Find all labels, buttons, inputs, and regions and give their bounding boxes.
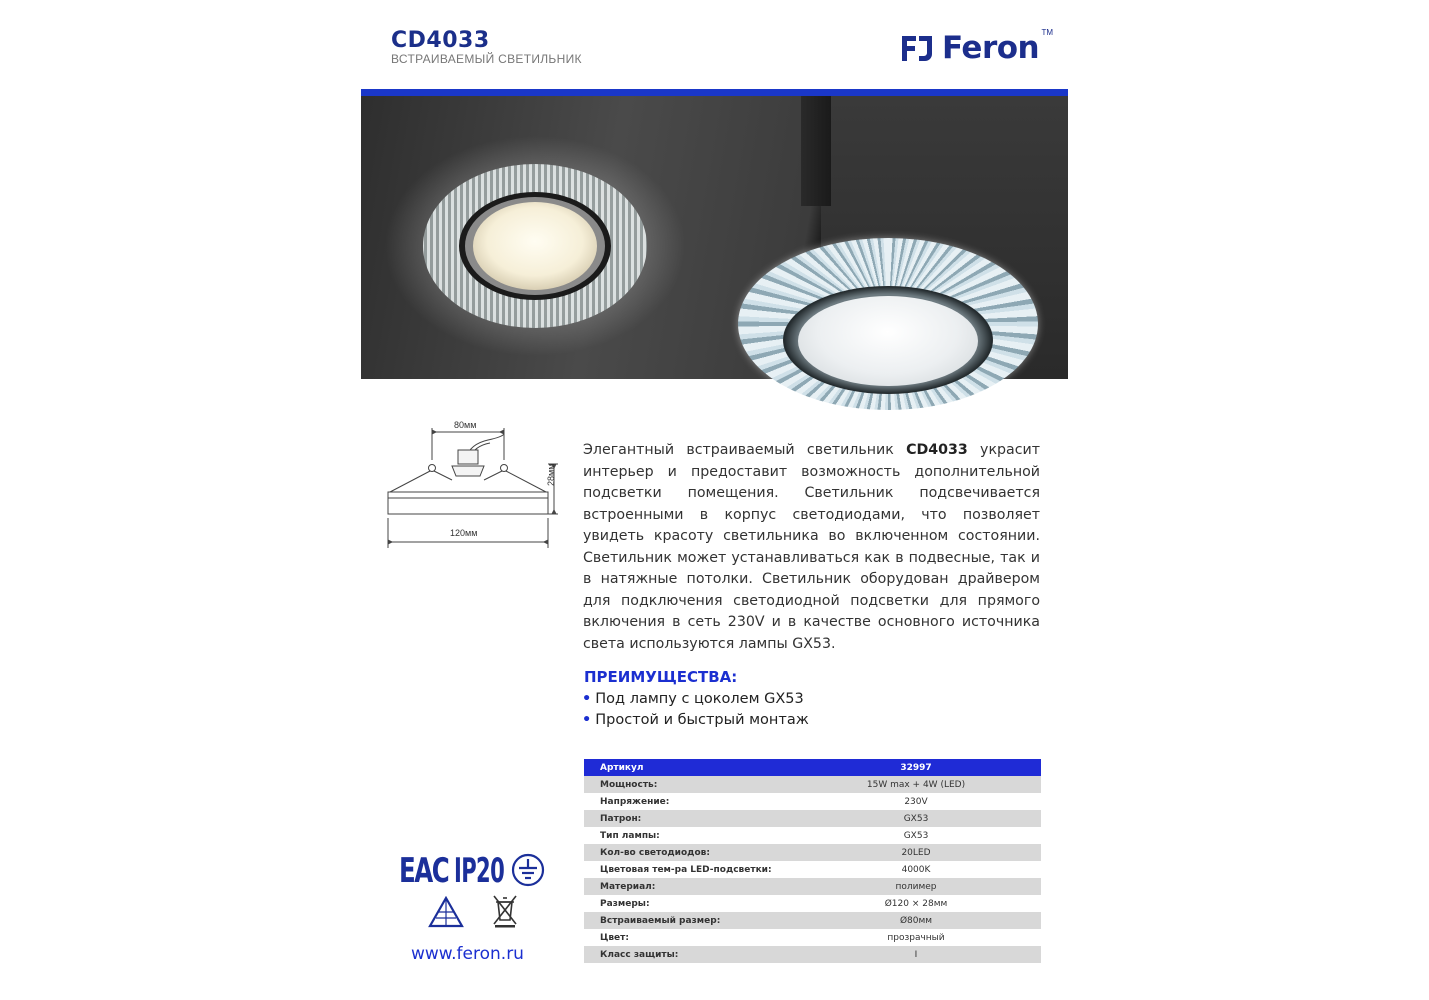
spec-value: GX53 [791,810,1041,827]
table-row [584,810,1041,827]
table-row [584,895,1041,912]
feron-logo [900,28,1054,66]
dim-top-label: 80мм [454,420,477,430]
table-row [584,759,1041,776]
spec-label: Кол-во светодиодов: [584,844,791,861]
table-row [584,827,1041,844]
desc-part-1: Элегантный встраиваемый светильник [583,442,907,458]
table-row [584,912,1041,929]
model-title: CD4033 [391,28,490,53]
bullet-icon: • [582,711,592,728]
table-row [584,844,1041,861]
spec-label: Тип лампы: [584,827,791,844]
spec-label: Цветовая тем-ра LED-подсветки: [584,861,791,878]
product-description [583,440,1040,655]
table-row [584,946,1041,963]
fire-safety-triangle-icon [428,896,464,928]
spec-value: прозрачный [791,929,1041,946]
advantage-text: Простой и быстрый монтаж [595,711,809,728]
spec-value: 15W max + 4W (LED) [791,776,1041,793]
spec-value: 230V [791,793,1041,810]
ground-icon [511,853,545,887]
trademark: TM [1041,28,1054,37]
ip-rating: IP20 [454,851,505,891]
table-row [584,929,1041,946]
spec-value: Ø120 × 28мм [791,895,1041,912]
table-row [584,861,1041,878]
spec-label: Класс защиты: [584,946,791,963]
spec-label: Размеры: [584,895,791,912]
spec-value: полимер [791,878,1041,895]
website-link[interactable]: www.feron.ru [411,944,524,964]
feron-logo-icon [900,33,934,63]
spec-label: Напряжение: [584,793,791,810]
desc-model: CD4033 [906,442,968,458]
advantages-title: ПРЕИМУЩЕСТВА: [584,668,738,686]
advantage-item [582,710,809,731]
desc-part-2: украсит интерьер и предоставит возможность дополнительной подсветки помещения. Светильник подсвечивается встроенными в корпус светодиодами, что позволяет увидеть красоту светильника во включенном состоянии. Светильник может устанавливаться как в подвесные, так и в натяжные потолки. Светильник оборудован драйвером для подключения светодиодной подсветки для прямого включения в сеть 230V и в качестве основного источника света используются лампы GX53. [583,442,1040,652]
weee-bin-icon [492,894,518,928]
header-divider [361,89,1068,96]
dimension-drawing [386,420,561,550]
spec-label: Мощность: [584,776,791,793]
specs-table [584,759,1041,963]
brand-name: Feron [942,30,1040,66]
eac-mark: ЕАС [399,851,449,891]
spec-label: Артикул [584,759,791,776]
spec-value: GX53 [791,827,1041,844]
advantage-text: Под лампу с цоколем GX53 [595,691,804,708]
spec-value: 20LED [791,844,1041,861]
spec-label: Цвет: [584,929,791,946]
spec-label: Материал: [584,878,791,895]
dim-side-label: 28мм [546,463,556,486]
spec-label: Встраиваемый размер: [584,912,791,929]
spec-label: Патрон: [584,810,791,827]
spec-value: 4000K [791,861,1041,878]
spec-value: 32997 [791,759,1041,776]
dim-bottom-label: 120мм [450,528,478,538]
advantages-list [582,689,809,730]
product-subtitle: ВСТРАИВАЕМЫЙ СВЕТИЛЬНИК [391,52,582,66]
table-row [584,878,1041,895]
table-row [584,776,1041,793]
bullet-icon: • [582,691,592,708]
unlit-lamp-glass [798,296,978,386]
advantage-item [582,689,809,710]
spec-value: I [791,946,1041,963]
table-row [584,793,1041,810]
spec-value: Ø80мм [791,912,1041,929]
